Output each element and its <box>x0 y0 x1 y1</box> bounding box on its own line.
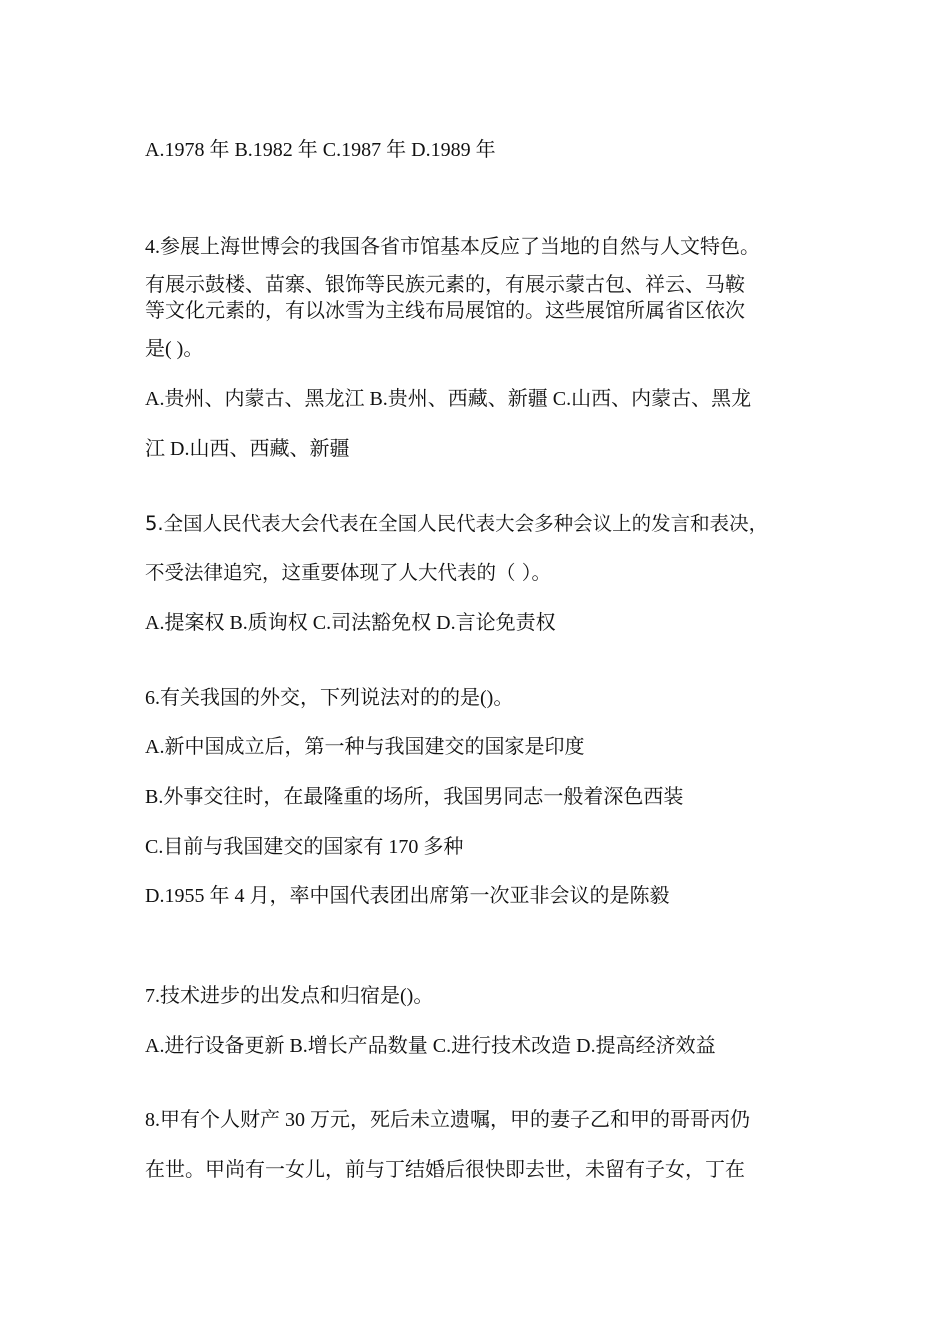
question-4-options-line: 江 D.山西、西藏、新疆 <box>145 438 350 460</box>
question-6-option: D.1955 年 4 月，率中国代表团出席第一次亚非会议的是陈毅 <box>145 885 670 907</box>
question-7-stem: 7.技术进步的出发点和归宿是()。 <box>145 985 434 1007</box>
question-4-stem-line: 是( )。 <box>145 338 204 360</box>
question-8-stem-line: 在世。甲尚有一女儿，前与丁结婚后很快即去世，未留有子女，丁在 <box>145 1159 745 1181</box>
question-6-option: B.外事交往时，在最隆重的场所，我国男同志一般着深色西装 <box>145 786 684 808</box>
question-3-options: A.1978 年 B.1982 年 C.1987 年 D.1989 年 <box>145 139 496 161</box>
question-5-stem-line: 不受法律追究，这重要体现了人大代表的（ ）。 <box>145 561 551 584</box>
question-6-option: A.新中国成立后，第一种与我国建交的国家是印度 <box>145 736 585 758</box>
question-7-options: A.进行设备更新 B.增长产品数量 C.进行技术改造 D.提高经济效益 <box>145 1035 716 1057</box>
question-4-stem-line: 等文化元素的，有以冰雪为主线布局展馆的。这些展馆所属省区依次 <box>145 300 745 322</box>
question-6-stem: 6.有关我国的外交，下列说法对的的是()。 <box>145 687 514 709</box>
question-4-options-line: A.贵州、内蒙古、黑龙江 B.贵州、西藏、新疆 C.山西、内蒙古、黑龙 <box>145 388 752 410</box>
question-6-option: C.目前与我国建交的国家有 170 多种 <box>145 836 464 858</box>
question-5-options: A.提案权 B.质询权 C.司法豁免权 D.言论免责权 <box>145 612 556 634</box>
question-4-stem-line: 有展示鼓楼、苗寨、银饰等民族元素的，有展示蒙古包、祥云、马鞍 <box>145 274 745 296</box>
question-8-stem-line: 8.甲有个人财产 30 万元，死后未立遗嘱，甲的妻子乙和甲的哥哥丙仍 <box>145 1109 750 1131</box>
question-5-stem-line: 5.全国人民代表大会代表在全国人民代表大会多种会议上的发言和表决， <box>145 512 769 535</box>
question-4-stem-line: 4.参展上海世博会的我国各省市馆基本反应了当地的自然与人文特色。 <box>145 236 760 258</box>
